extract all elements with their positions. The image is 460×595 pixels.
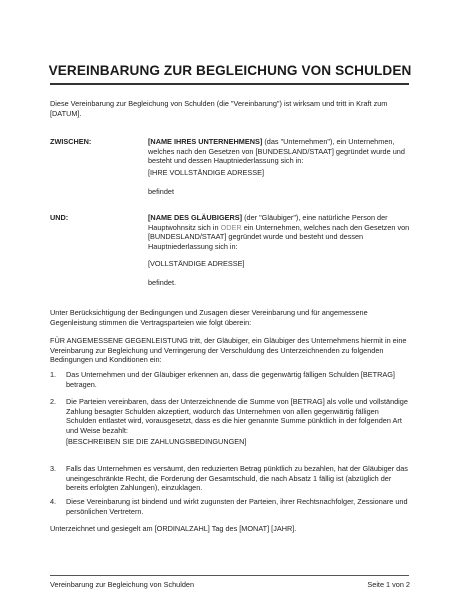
item-2-text: Die Parteien vereinbaren, dass der Unterzeichnende die Summe von [BETRAG] als volle und vollständige Zahlung besagter Schulden akzeptiert, wodurch das Unternehmen von allen gegenwärtig fälligen Schulden entlastet wird, vorausgesetzt, dass es die hier genannte Summe pünktlich in der folgenden Art und Weise bezahlt:: [66, 397, 408, 435]
item-1-text: Das Unternehmen und der Gläubiger erkennen an, dass die gegenwärtig fälligen Schulden [BETRAG] betragen.: [66, 370, 395, 389]
item-4-text: Diese Vereinbarung ist bindend und wirkt zugunsten der Parteien, ihrer Rechtsnachfolger, Zessionare und persönlichen Vertretern.: [66, 497, 408, 516]
item-2-number: 2.: [50, 397, 57, 406]
company-name-placeholder: [NAME IHRES UNTERNEHMENS]: [148, 137, 263, 146]
creditor-address-placeholder: [VOLLSTÄNDIGE ADRESSE]: [148, 259, 245, 268]
title-rule: [50, 83, 409, 85]
angemessene-paragraph: FÜR ANGEMESSENE GEGENLEISTUNG tritt, der Gläubiger, ein Gläubiger des Unternehmens hiermit in eine Vereinbarung zur Begleichung und Verringerung der Verschuldung des Unterzeichnenden zu folgenden Bedingungen und Konditionen ein:: [50, 336, 407, 365]
item-4-number: 4.: [50, 497, 57, 506]
zwischen-text: (das "Unternehmen"), ein Unternehmen, welches nach den Gesetzen von [BUNDESLAND/STAAT] gegründet wurde und besteht und dessen Hauptniederlassung sich in:: [148, 137, 405, 166]
und-label: UND:: [50, 213, 69, 222]
footer-rule: [50, 575, 409, 576]
zwischen-paragraph: [148, 137, 410, 166]
signed-paragraph: Unterzeichnet und gesiegelt am [ORDINALZAHL] Tag des [MONAT] [JAHR].: [50, 524, 297, 533]
company-address-placeholder: [IHRE VOLLSTÄNDIGE ADRESSE]: [148, 168, 264, 177]
zwischen-label: ZWISCHEN:: [50, 137, 92, 146]
oder-text: ODER: [220, 222, 242, 232]
footer-title: Vereinbarung zur Begleichung von Schulden: [50, 580, 195, 589]
zwischen-befindet: befindet: [148, 187, 174, 196]
document-title: VEREINBARUNG ZUR BEGLEICHUNG VON SCHULDEN: [48, 63, 412, 78]
page-number: Seite 1 von 2: [367, 580, 410, 589]
und-text-a: (der "Gläubiger"), eine natürliche Person der Hauptwohnsitz sich in: [148, 213, 388, 232]
consideration-paragraph: Unter Berücksichtigung der Bedingungen und Zusagen dieser Vereinbarung und für angemessene Gegenleistung stimmen die Vertragsparteien wie folgt überein:: [50, 308, 368, 327]
item-1-number: 1.: [50, 370, 57, 379]
creditor-name-placeholder: [NAME DES GLÄUBIGERS]: [148, 213, 243, 222]
intro-paragraph: Diese Vereinbarung zur Begleichung von Schulden (die "Vereinbarung") ist wirksam und tritt in Kraft zum [DATUM].: [50, 99, 388, 118]
item-3-text: Falls das Unternehmen es versäumt, den reduzierten Betrag pünktlich zu bezahlen, hat der Gläubiger das uneingeschränkte Recht, die Forderung der Gesamtschuld, die nach Absatz 1 fällig ist (abzüglich der bereits erfolgten Zahlungen), einzuklagen.: [66, 464, 408, 493]
und-paragraph: [148, 213, 410, 251]
und-text-b: ein Unternehmen, welches nach den Gesetzen von [BUNDESLAND/STAAT] gegründet wurde und besteht und dessen Hauptniederlassung sich in:: [148, 222, 410, 251]
payment-terms-placeholder: [BESCHREIBEN SIE DIE ZAHLUNGSBEDINGUNGEN]: [66, 437, 247, 446]
und-befindet: befindet.: [148, 278, 176, 287]
item-3-number: 3.: [50, 464, 57, 473]
